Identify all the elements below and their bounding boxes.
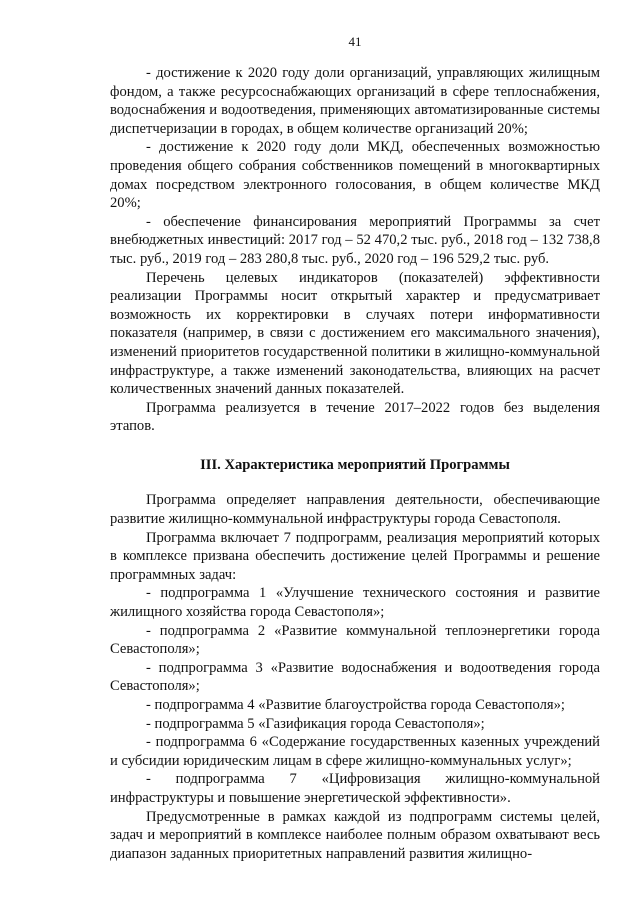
paragraph: Программа включает 7 подпрограмм, реализация мероприятий которых в комплексе призвана обеспечить достижение целей Программы и решение программных задач: xyxy=(110,529,600,583)
list-item: - подпрограмма 4 «Развитие благоустройства города Севастополя»; xyxy=(146,697,565,713)
list-item: - подпрограмма 5 «Газификация города Севастополя»; xyxy=(146,715,485,732)
paragraph: - достижение к 2020 году доли МКД, обеспеченных возможностью проведения общего собрания собственников помещений в многоквартирных домах посредством электронного голосования, в общем количестве МКД 20%; xyxy=(110,139,600,212)
section-title: III. Характеристика мероприятий Программы xyxy=(200,456,510,473)
page-number: 41 xyxy=(348,34,362,49)
list-item: - подпрограмма 1 «Улучшение технического состояния и развитие жилищного хозяйства города Севастополя»; xyxy=(110,585,600,621)
list-item: - подпрограмма 7 «Цифровизация жилищно-коммунальной инфраструктуры и повышение энергетической эффективности». xyxy=(110,771,600,806)
list-item: - подпрограмма 6 «Содержание государственных казенных учреждений и субсидии юридическим лицам в сфере жилищно-коммунальных услуг»; xyxy=(110,734,600,769)
paragraph: Предусмотренные в рамках каждой из подпрограмм системы целей, задач и мероприятий в комплексе наиболее полным образом охватывают весь диапазон заданных приоритетных направлений развития жилищно- xyxy=(110,808,600,862)
paragraph: Программа определяет направления деятельности, обеспечивающие развитие жилищно-коммунальной инфраструктуры города Севастополя. xyxy=(110,492,600,528)
list-item: - подпрограмма 3 «Развитие водоснабжения и водоотведения города Севастополя»; xyxy=(110,659,600,695)
paragraph: Программа реализуется в течение 2017–2022 годов без выделения этапов. xyxy=(110,399,600,435)
paragraph: Перечень целевых индикаторов (показателей) эффективности реализации Программы носит открытый характер и предусматривает возможность их корректировки в случаях потери информативности показателя (например, в связи с достижением его максимального значения), изменений приоритетов государственной политики в жилищно-коммунальной инфраструктуре, а также изменений законодательства, влияющих на расчет количественных значений данных показателей. xyxy=(110,269,600,398)
list-item: - подпрограмма 2 «Развитие коммунальной теплоэнергетики города Севастополя»; xyxy=(110,622,600,658)
paragraph: - обеспечение финансирования мероприятий Программы за счет внебюджетных инвестиций: 2017 год – 52 470,2 тыс. руб., 2018 год – 132 738,8 тыс. руб., 2019 год – 283 280,8 тыс. руб., 2020 год – 196 529,2 тыс. руб. xyxy=(110,213,600,267)
paragraph: - достижение к 2020 году доли организаций, управляющих жилищным фондом, а также ресурсоснабжающих организаций в сфере теплоснабжения, водоснабжения и водоотведения, применяющих автоматизированные системы диспетчеризации в городах, в общем количестве организаций 20%; xyxy=(110,65,600,137)
